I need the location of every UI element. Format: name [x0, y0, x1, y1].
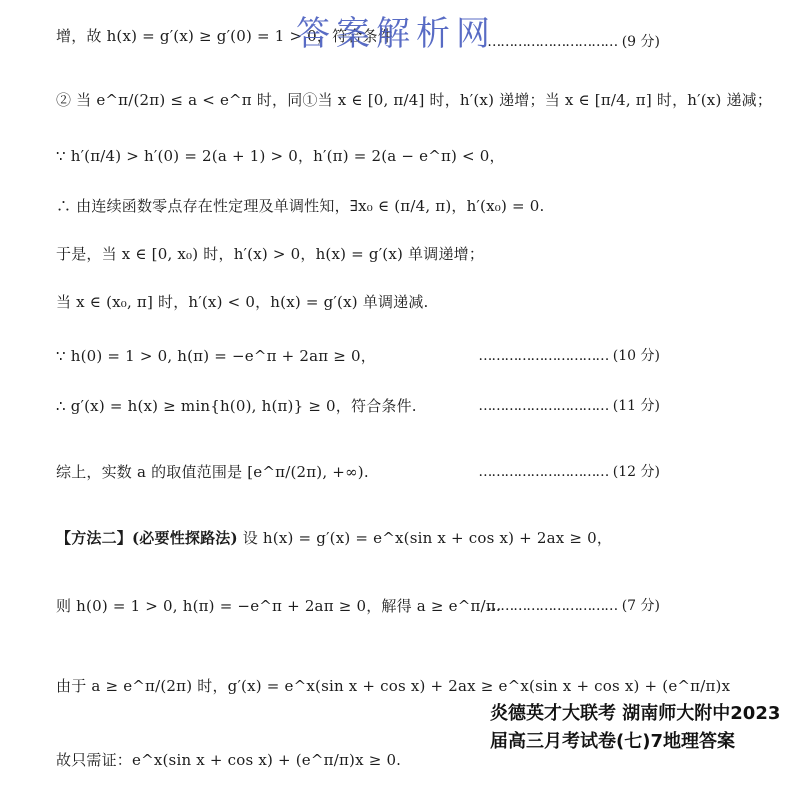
solution-line-9 [56, 462, 369, 482]
solution-line-12 [56, 676, 730, 696]
solution-line-5 [56, 244, 484, 264]
solution-line-13 [56, 750, 401, 770]
line-2-text: ② 当 e^π/(2π) ≤ a < e^π 时，同①当 x ∈ [0, π/4] 时，h′(x) 递增；当 x ∈ [π/4, π] 时，h′(x) 递减； [56, 91, 773, 109]
method-two-heading: 【方法二】(必要性探路法) [56, 529, 238, 547]
solution-line-3 [56, 146, 505, 166]
solution-line-8 [56, 396, 417, 416]
score-line-1 [487, 32, 660, 52]
leader-dots: ………………………… [478, 348, 609, 364]
score-11: (11 分) [612, 398, 660, 414]
exam-caption: 炎德英才大联考 湖南师大附中2023届高三月考试卷(七)7地理答案 [490, 703, 781, 752]
solution-line-7 [56, 346, 376, 366]
solution-line-2 [56, 90, 772, 110]
line-7-text: ∵ h(0) = 1 > 0, h(π) = −e^π + 2aπ ≥ 0， [56, 347, 376, 365]
line-9-text: 综上，实数 a 的取值范围是 [e^π/(2π), +∞). [56, 463, 369, 481]
leader-dots: ………………………… [487, 598, 618, 614]
score-9: (9 分) [621, 34, 660, 50]
line-12-text: 由于 a ≥ e^π/(2π) 时，g′(x) = e^x(sin x + cos x) + 2ax ≥ e^x(sin x + cos x) + (e^π/π)x [56, 677, 731, 695]
score-12: (12 分) [612, 464, 660, 480]
solution-line-4 [56, 196, 544, 216]
line-3-text: ∵ h′(π/4) > h′(0) = 2(a + 1) > 0，h′(π) = 2(a − e^π) < 0， [56, 147, 505, 165]
score-10: (10 分) [612, 348, 660, 364]
line-6-text: 当 x ∈ (x₀, π] 时，h′(x) < 0，h(x) = g′(x) 单调递减. [56, 293, 429, 311]
leader-dots: ………………………… [478, 398, 609, 414]
leader-dots: ………………………… [478, 464, 609, 480]
line-4-text: ∴ 由连续函数零点存在性定理及单调性知，∃x₀ ∈ (π/4, π)，h′(x₀) = 0. [56, 197, 545, 215]
line-8-text: ∴ g′(x) = h(x) ≥ min{h(0), h(π)} ≥ 0，符合条件. [56, 397, 417, 415]
solution-line-10 [56, 528, 612, 548]
line-5-text: 于是，当 x ∈ [0, x₀) 时，h′(x) > 0，h(x) = g′(x) 单调递增； [56, 245, 485, 263]
score-7: (7 分) [621, 598, 660, 614]
line-1-text: 增，故 h(x) = g′(x) ≥ g′(0) = 1 > 0，符合条件 [56, 27, 393, 45]
solution-line-6 [56, 292, 429, 312]
solution-line-11 [56, 596, 501, 616]
line-11-text: 则 h(0) = 1 > 0, h(π) = −e^π + 2aπ ≥ 0，解得 a ≥ e^π/π. [56, 597, 501, 615]
leader-dots: ………………………… [487, 34, 618, 50]
score-line-9 [478, 462, 660, 482]
line-13-text: 故只需证：e^x(sin x + cos x) + (e^π/π)x ≥ 0. [56, 751, 402, 769]
line-10-text: 设 h(x) = g′(x) = e^x(sin x + cos x) + 2ax ≥ 0， [242, 529, 613, 547]
score-line-8 [478, 396, 660, 416]
site-watermark: 答案解析网 [296, 14, 496, 54]
score-line-7 [478, 346, 660, 366]
score-line-11 [487, 596, 660, 616]
